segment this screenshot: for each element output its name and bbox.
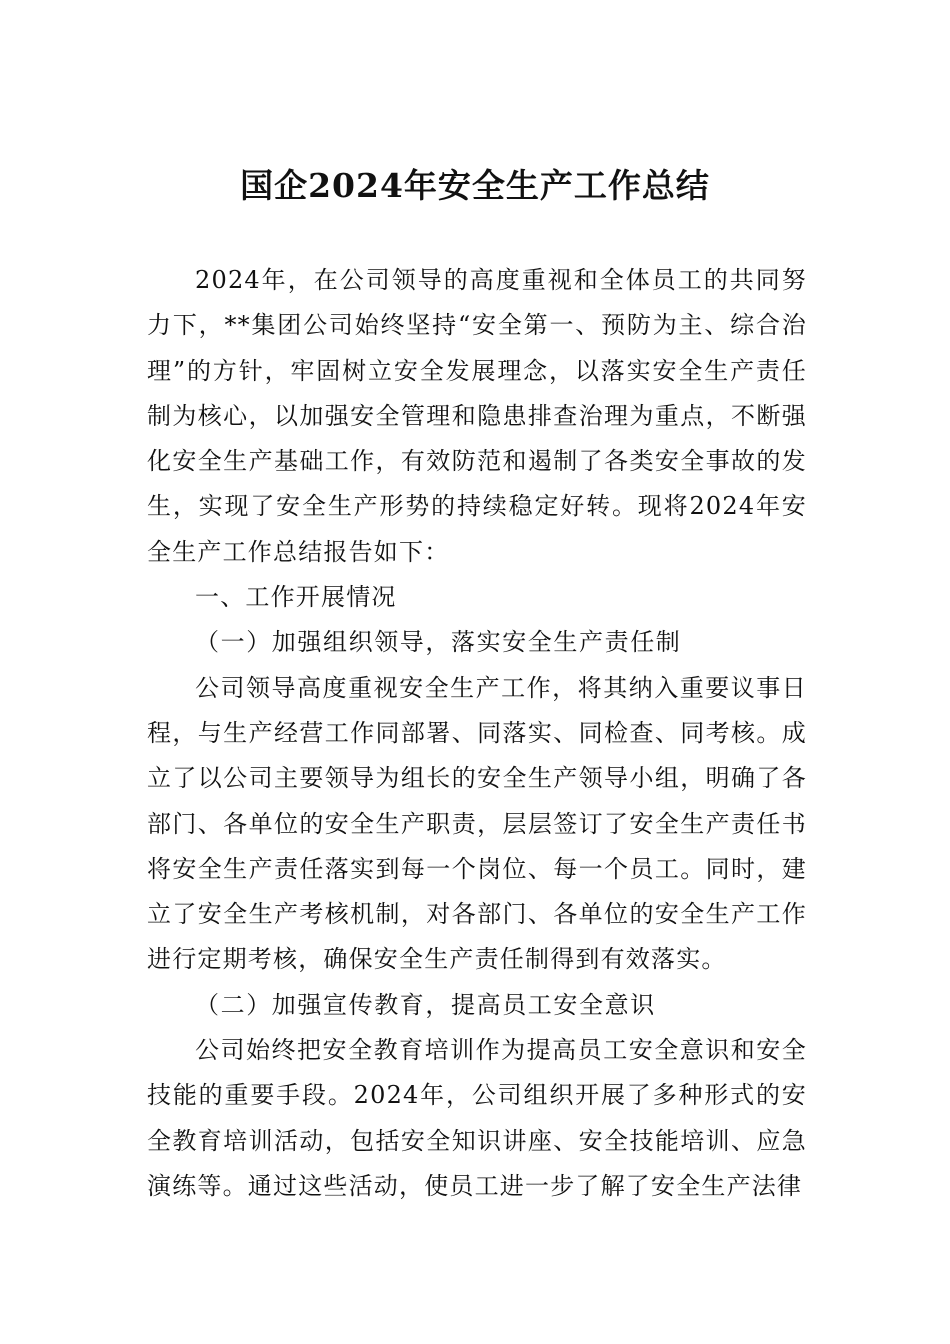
document-title: 国企2024年安全生产工作总结 xyxy=(240,166,710,205)
subsection-paragraph-organization: 公司领导高度重视安全生产工作，将其纳入重要议事日程，与生产经营工作同部署、同落实、同检查、同考核。成立了以公司主要领导为组长的安全生产领导小组，明确了各部门、各单位的安全生产职责，层层签订了安全生产责任书将安全生产责任落实到每一个岗位、每一个员工。同时，建立了安全生产考核机制，对各部门、各单位的安全生产工作进行定期考核，确保安全生产责任制得到有效落实。 xyxy=(147,673,807,974)
subsection-heading-organization: （一）加强组织领导，落实安全生产责任制 xyxy=(195,628,682,657)
document-body xyxy=(147,258,807,1209)
subsection-paragraph-education: 公司始终把安全教育培训作为提高员工安全意识和安全技能的重要手段。2024年，公司组织开展了多种形式的安全教育培训活动，包括安全知识讲座、安全技能培训、应急演练等。通过这些活动，使员工进一步了解了安全生产法律 xyxy=(147,1036,807,1200)
subsection-heading-education: （二）加强宣传教育，提高员工安全意识 xyxy=(195,990,656,1019)
intro-paragraph: 2024年，在公司领导的高度重视和全体员工的共同努力下，**集团公司始终坚持“安全第一、预防为主、综合治理”的方针，牢固树立安全发展理念，以落实安全生产责任制为核心，以加强安全管理和隐患排查治理为重点，不断强化安全生产基础工作，有效防范和遏制了各类安全事故的发生，实现了安全生产形势的持续稳定好转。现将2024年安全生产工作总结报告如下： xyxy=(147,266,807,566)
section-heading-work-progress: 一、工作开展情况 xyxy=(195,583,397,612)
